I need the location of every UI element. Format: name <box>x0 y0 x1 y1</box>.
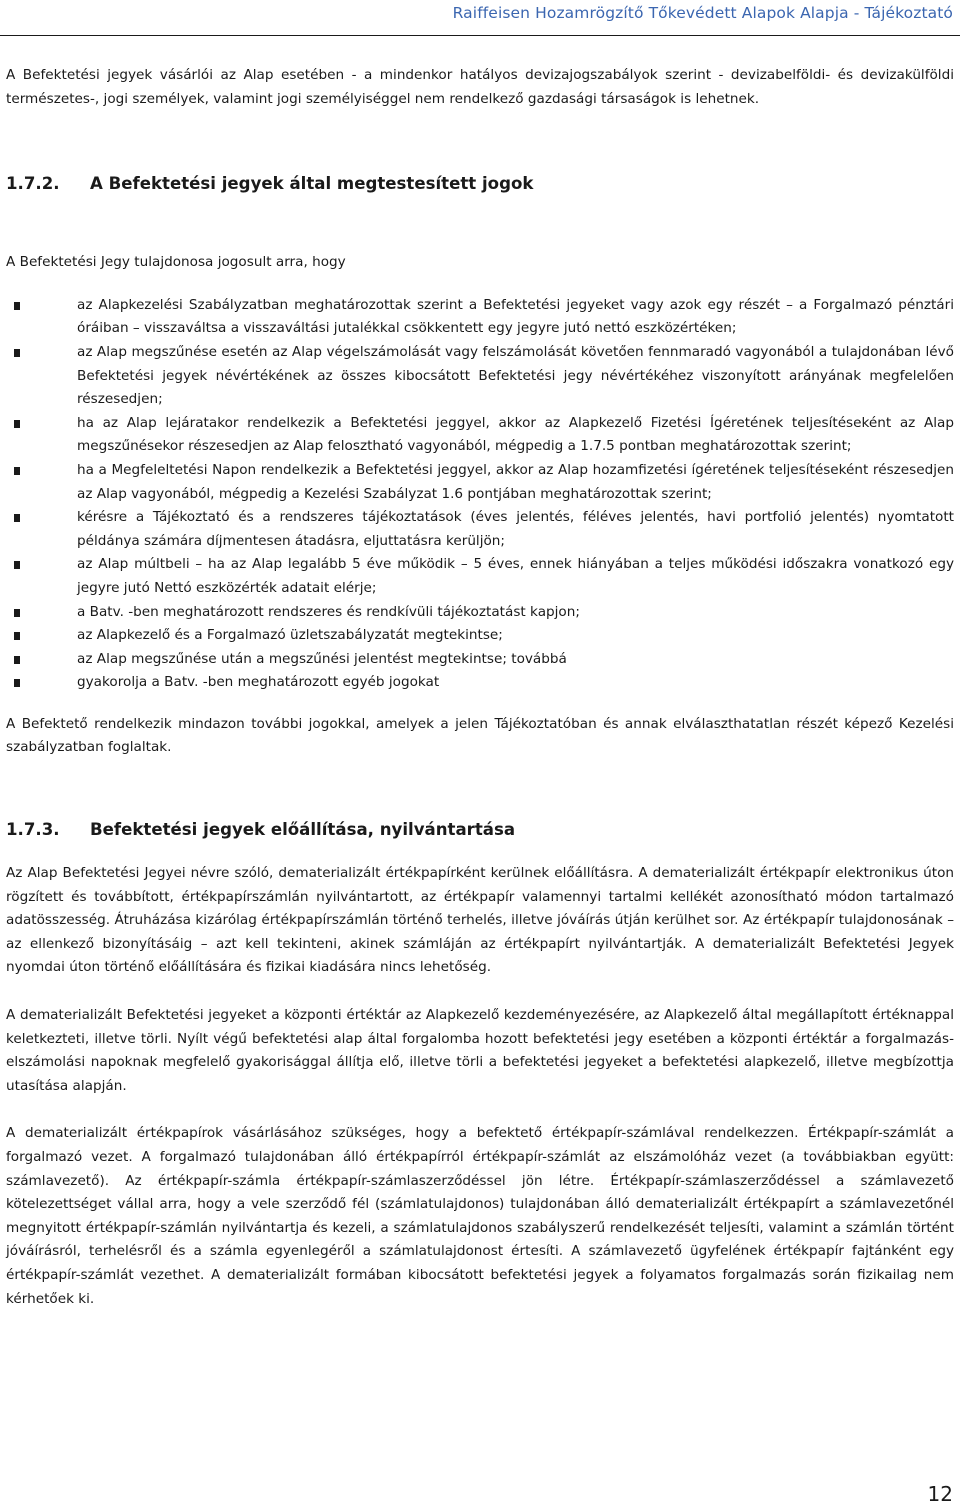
list-item: kérésre a Tájékoztató és a rendszeres tájékoztatások (éves jelentés, féléves jelentés, havi portfolió jelentés) nyomtatott példánya számára díjmentesen átadásra, eljuttatásra kerüljön; <box>6 506 954 553</box>
list-item: az Alap megszűnése esetén az Alap végelszámolását vagy felszámolását követően fennmaradó vagyonából a tulajdonában lévő Befektetési jegyek névértékének az összes kibocsátott Befektetési jegy névértékéhez viszonyított arányának megfelelően részesedjen; <box>6 341 954 412</box>
list-item: gyakorolja a Batv. -ben meghatározott egyéb jogokat <box>6 671 954 695</box>
section-heading-1-7-2 <box>6 172 954 196</box>
rights-list <box>6 294 954 695</box>
list-item: a Batv. -ben meghatározott rendszeres és rendkívüli tájékoztatást kapjon; <box>6 601 954 625</box>
bullet-icon <box>14 349 20 357</box>
document-header: Raiffeisen Hozamrögzítő Tőkevédett Alapok Alapja - Tájékoztató <box>452 4 953 22</box>
bullet-icon <box>14 609 20 617</box>
intro-paragraph: A Befektetési jegyek vásárlói az Alap esetében - a mindenkor hatályos devizajogszabályok szerint - devizabelföldi- és devizakülföldi természetes-, jogi személyek, valamint jogi személyiséggel nem rendelkező gazdasági társaságok is lehetnek. <box>6 67 954 107</box>
bullet-icon <box>14 514 20 522</box>
section-number: 1.7.3. <box>6 820 60 840</box>
bullet-icon <box>14 679 20 687</box>
header-divider <box>0 35 960 36</box>
page-body <box>6 64 954 1311</box>
list-item: ha az Alap lejáratakor rendelkezik a Befektetési jeggyel, akkor az Alapkezelő Fizetési Ígéretének teljesítéseként az Alap megszűnésekor részesedjen az Alap felosztható vagyonából, mégpedig a 1.7.5 pontban meghatározottak szerint; <box>6 412 954 459</box>
body-paragraph: A dematerializált Befektetési jegyeket a központi értéktár az Alapkezelő kezdeményezésére, az Alapkezelő által megállapított értéknappal keletkezteti, illetve törli. Nyílt végű befektetési alap által forgalomba hozott befektetési jegy esetében a központi értéktár a forgalmazás-elszámolási napoknak megfelelő gyakorisággal állítja elő, illetve törli a befektetési jegyeket a befektetési alapkezelő, illetve megbízottja utasítása alapján. <box>6 1007 954 1094</box>
bullet-icon <box>14 561 20 569</box>
body-paragraph: Az Alap Befektetési Jegyei névre szóló, dematerializált értékpapírként kerülnek előállításra. A dematerializált értékpapír elektronikus úton rögzített és továbbított, értékpapírszámlán nyilvántartott, az értékpapír valamennyi tartalmi kellékét azonosítható módon tartalmazó adatösszesség. Átruházása kizárólag értékpapírszámlán történő terhelés, illetve jóváírás útján kerülhet sor. Az értékpapír tulajdonosának – az ellenkező bizonyításáig – azt kell tekinteni, akinek számláján az értékpapírt nyilvántartják. A dematerializált Befektetési Jegyek nyomdai úton történő előállítására és fizikai kiadására nincs lehetőség. <box>6 865 954 976</box>
section-title: Befektetési jegyek előállítása, nyilvántartása <box>90 820 516 840</box>
page-number: 12 <box>927 1482 953 1506</box>
rights-closing-paragraph: A Befektető rendelkezik mindazon további jogokkal, amelyek a jelen Tájékoztatóban és annak elválaszthatatlan részét képező Kezelési szabályzatban foglaltak. <box>6 715 954 756</box>
section-title: A Befektetési jegyek által megtestesített jogok <box>90 174 534 194</box>
section-number: 1.7.2. <box>6 174 60 194</box>
bullet-icon <box>14 656 20 664</box>
bullet-icon <box>14 302 20 310</box>
bullet-icon <box>14 632 20 640</box>
bullet-icon <box>14 467 20 475</box>
list-item: az Alapkezelő és a Forgalmazó üzletszabályzatát megtekintse; <box>6 624 954 648</box>
rights-lead: A Befektetési Jegy tulajdonosa jogosult arra, hogy <box>6 254 346 271</box>
list-item: ha a Megfeleltetési Napon rendelkezik a Befektetési jeggyel, akkor az Alap hozamfizetési ígéretének teljesítéseként részesedjen az Alap vagyonából, mégpedig a Kezelési Szabályzat 1.6 pontjában meghatározottak szerint; <box>6 459 954 506</box>
list-item: az Alap múltbeli – ha az Alap legalább 5 éve működik – 5 éves, ennek hiányában a teljes működési időszakra vonatkozó egy jegyre jutó Nettó eszközérték adatait elérje; <box>6 553 954 600</box>
list-item: az Alapkezelési Szabályzatban meghatározottak szerint a Befektetési jegyeket vagy azok egy részét – a Forgalmazó pénztári óráiban – visszaváltsa a visszaváltási jutalékkal csökkentett egy jegyre jutó nettó eszközértéken; <box>6 294 954 341</box>
section-heading-1-7-3 <box>6 818 954 842</box>
bullet-icon <box>14 420 20 428</box>
list-item: az Alap megszűnése után a megszűnési jelentést megtekintse; továbbá <box>6 648 954 672</box>
body-paragraph: A dematerializált értékpapírok vásárlásához szükséges, hogy a befektető értékpapír-számlával rendelkezzen. Értékpapír-számlát a forgalmazó vezet. A forgalmazó tulajdonában álló értékpapírról értékpapír-számlát az elszámolóház vezet (a továbbiakban együtt: számlavezető). Az értékpapír-számla értékpapír-számlaszerződéssel jön létre. Értékpapír-számlaszerződéssel a számlavezető kötelezettséget vállal arra, hogy a vele szerződő fél (számlatulajdonos) tulajdonában álló dematerializált értékpapírt a számlavezetőnél megnyitott értékpapír-számlán nyilvántartja és kezeli, a számlatulajdonos szabályszerű rendelkezését teljesíti, valamint a számlán történt jóváírásról, terhelésről és a számla egyenlegéről a számlatulajdonost értesíti. A számlavezető ügyfelének értékpapír fajtánként egy értékpapír-számlát vezethet. A dematerializált formában kibocsátott befektetési jegyek a folyamatos forgalmazás során fizikailag nem kérhetőek ki. <box>6 1125 954 1307</box>
